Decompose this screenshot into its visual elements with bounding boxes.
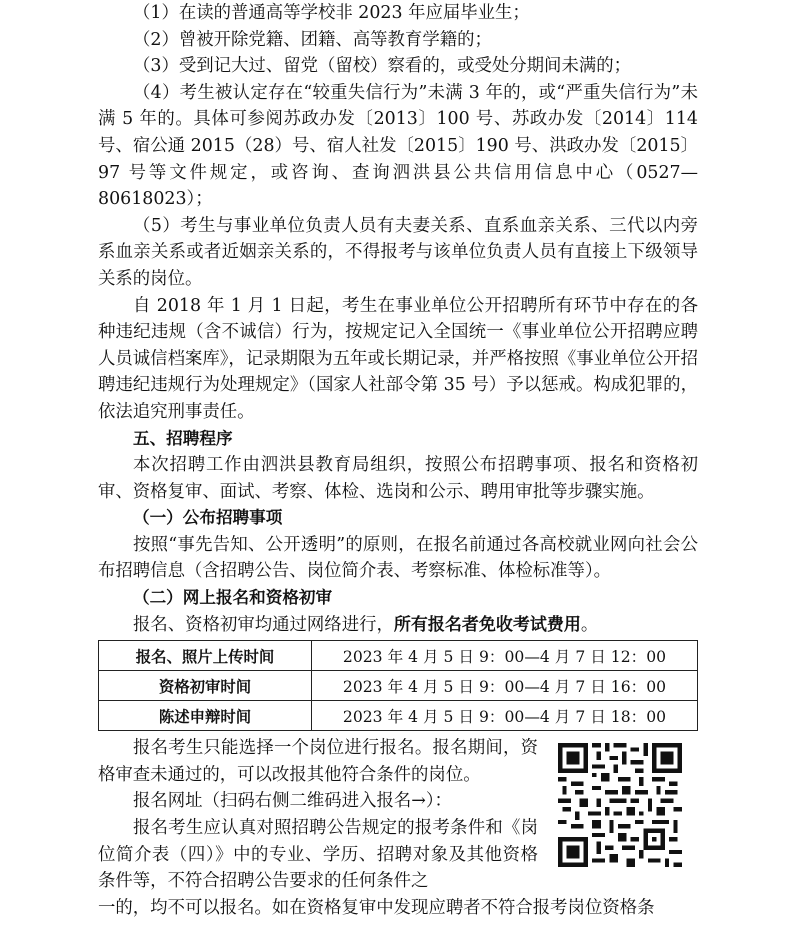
schedule-value: 2023 年 4 月 5 日 9：00—4 月 7 日 16：00	[312, 671, 698, 701]
subsection-1-heading: （一）公布招聘事项	[133, 508, 283, 528]
subsection-2-text-plain: 报名、资格初审均通过网络进行，	[133, 614, 394, 635]
registration-section	[98, 735, 698, 895]
schedule-value: 2023 年 4 月 5 日 9：00—4 月 7 日 18：00	[312, 701, 698, 731]
registration-requirements: 报名考生应认真对照招聘公告规定的报考条件和《岗位简介表（四）》中的专业、学历、招聘对象及其他资格条件等，不符合招聘公告要求的任何条件之	[98, 818, 538, 892]
schedule-label: 报名、照片上传时间	[99, 641, 312, 671]
registration-requirements-continued: 一的，均不可以报名。如在资格复审中发现应聘者不符合报考岗位资格条	[98, 897, 655, 918]
subsection-2-heading: （二）网上报名和资格初审	[133, 588, 333, 608]
condition-1: （1）在读的普通高等学校非 2023 年应届毕业生；	[133, 3, 530, 23]
qr-code-icon[interactable]	[558, 743, 682, 867]
document-page	[98, 0, 698, 921]
table-row	[99, 701, 698, 731]
schedule-label: 陈述申辩时间	[99, 701, 312, 731]
table-row	[99, 641, 698, 671]
fee-exemption-notice: 所有报名者免收考试费用	[393, 614, 581, 635]
condition-2: （2）曾被开除党籍、团籍、高等教育学籍的；	[133, 29, 492, 50]
section-intro: 本次招聘工作由泗洪县教育局组织，按照公布招聘事项、报名和资格初审、资格复审、面试、考察、体检、选岗和公示、聘用审批等步骤实施。	[98, 455, 698, 502]
subsection-1-text: 按照“事先告知、公开透明”的原则，在报名前通过各高校就业网向社会公布招聘信息（含招聘公告、岗位简介表、考察标准、体检标准等）。	[98, 534, 698, 582]
section-heading: 五、招聘程序	[133, 428, 233, 448]
schedule-value: 2023 年 4 月 5 日 9：00—4 月 7 日 12：00	[312, 641, 698, 671]
condition-3: （3）受到记大过、留党（留校）察看的，或受处分期间未满的；	[133, 56, 632, 77]
schedule-label: 资格初审时间	[99, 671, 312, 701]
subsection-2-text-end: 。	[580, 614, 599, 635]
table-row	[99, 671, 698, 701]
registration-note: 报名考生只能选择一个岗位进行报名。报名期间，资格审查未通过的，可以改报其他符合条件的岗位。	[98, 738, 538, 785]
subsection-2-text	[98, 612, 698, 639]
schedule-table	[98, 640, 698, 731]
registration-text	[98, 735, 538, 895]
condition-4: （4）考生被认定存在“较重失信行为”未满 3 年的，或“严重失信行为”未满 5 年的。具体可参阅苏政办发〔2013〕100 号、苏政办发〔2014〕114 号、宿公通 2015（28）号、宿人社发〔2015〕190 号、洪政办发〔2015〕97 号等文件规定，或咨询、查询泗洪县公共信用信息中心（0527—80618023）；	[98, 82, 698, 210]
registration-url-label: 报名网址（扫码右侧二维码进入报名→）：	[133, 791, 452, 812]
integrity-paragraph: 自 2018 年 1 月 1 日起，考生在事业单位公开招聘所有环节中存在的各种违纪违规（含不诚信）行为，按规定记入全国统一《事业单位公开招聘应聘人员诚信档案库》，记录期限为五年或长期记录，并严格按照《事业单位公开招聘违纪违规行为处理规定》（国家人社部令第 35 号）予以惩戒。构成犯罪的，依法追究刑事责任。	[98, 295, 698, 422]
condition-5: （5）考生与事业单位负责人员有夫妻关系、直系血亲关系、三代以内旁系血亲关系或者近姻亲关系的，不得报考与该单位负责人员有直接上下级领导关系的岗位。	[98, 215, 698, 289]
